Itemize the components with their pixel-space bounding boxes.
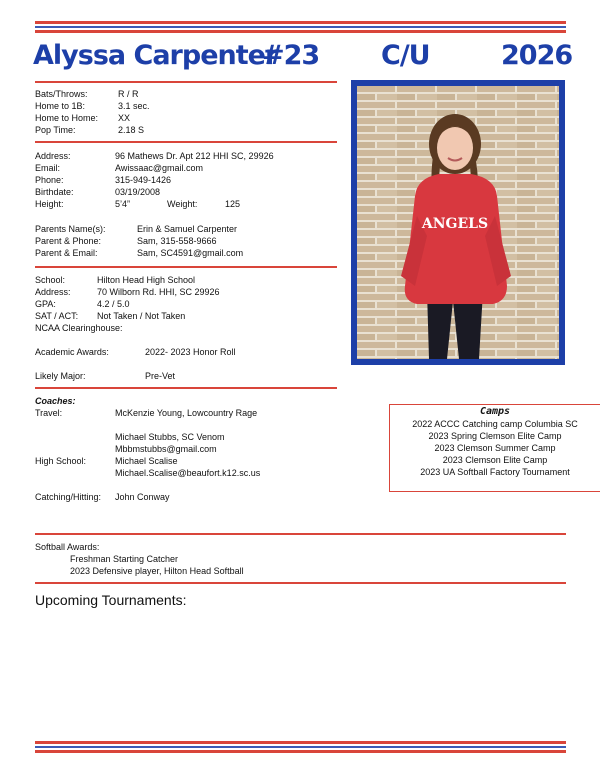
header-separator	[35, 81, 337, 83]
likely-major-value: Pre-Vet	[145, 371, 176, 381]
school-separator	[35, 387, 337, 389]
high-school-coach: Michael Scalise	[115, 456, 178, 466]
email-value: Awissaac@gmail.com	[115, 163, 203, 173]
camps-box	[389, 404, 600, 492]
high-school-coach-email: Michael.Scalise@beaufort.k12.sc.us	[115, 468, 261, 478]
phone-value: 315-949-1426	[115, 175, 172, 185]
gpa-label: GPA:	[35, 299, 56, 309]
top-border-line-3	[35, 30, 566, 33]
travel-label: Travel:	[35, 408, 63, 418]
softball-award-item: Freshman Starting Catcher	[70, 554, 179, 564]
school-value: Hilton Head High School	[97, 275, 196, 285]
camp-item: 2022 ACCC Catching camp Columbia SC	[412, 419, 578, 429]
likely-major-label: Likely Major:	[35, 371, 86, 381]
parent-email-label: Parent & Email:	[35, 248, 98, 258]
school-address-value: 70 Wilborn Rd. HHI, SC 29926	[97, 287, 220, 297]
stat-label: Pop Time:	[35, 125, 76, 135]
stats-separator	[35, 141, 337, 143]
catching-hitting-coach: John Conway	[115, 492, 170, 502]
parent-phone-value: Sam, 315-558-9666	[137, 236, 217, 246]
address-value: 96 Mathews Dr. Apt 212 HHI SC, 29926	[115, 151, 274, 161]
parent-phone-label: Parent & Phone:	[35, 236, 102, 246]
high-school-label: High School:	[35, 456, 87, 466]
weight-label: Weight:	[167, 199, 198, 209]
camp-item: 2023 Clemson Elite Camp	[442, 455, 548, 465]
top-border-line-2	[35, 26, 566, 28]
school-label: School:	[35, 275, 66, 285]
player-position: C/U	[381, 40, 430, 71]
sat-act-value: Not Taken / Not Taken	[97, 311, 186, 321]
school-address-label: Address:	[35, 287, 71, 297]
parent-email-value: Sam, SC4591@gmail.com	[137, 248, 244, 258]
travel-coach-2-email: Mbbmstubbs@gmail.com	[115, 444, 217, 454]
bottom-border-line-1	[35, 741, 566, 744]
player-number: #23	[262, 40, 320, 71]
birthdate-label: Birthdate:	[35, 187, 74, 197]
player-photo-image	[357, 86, 559, 359]
phone-label: Phone:	[35, 175, 64, 185]
sat-act-label: SAT / ACT:	[35, 311, 79, 321]
bottom-border-line-3	[35, 750, 566, 753]
camp-item: 2023 Clemson Summer Camp	[434, 443, 556, 453]
height-label: Height:	[35, 199, 64, 209]
player-photo-frame	[351, 80, 565, 365]
camp-item: 2023 Spring Clemson Elite Camp	[428, 431, 562, 441]
stat-value: R / R	[118, 89, 139, 99]
player-photo	[357, 86, 559, 359]
player-name: Alyssa Carpenter	[33, 40, 278, 71]
address-label: Address:	[35, 151, 71, 161]
parents-separator	[35, 266, 337, 268]
birthdate-value: 03/19/2008	[115, 187, 161, 197]
awards-separator	[35, 582, 566, 584]
photo-jersey-text: ANGELS	[421, 216, 489, 232]
top-border-line-1	[35, 21, 566, 24]
academic-awards-value: 2022- 2023 Honor Roll	[145, 347, 236, 357]
academic-awards-label: Academic Awards:	[35, 347, 109, 357]
coaches-separator	[35, 533, 566, 535]
stat-label: Bats/Throws:	[35, 89, 88, 99]
camp-item: 2023 UA Softball Factory Tournament	[420, 467, 570, 477]
height-value: 5’4”	[115, 199, 131, 209]
stat-label: Home to Home:	[35, 113, 99, 123]
stat-label: Home to 1B:	[35, 101, 86, 111]
camps-title: Camps	[479, 406, 511, 417]
ncaa-label: NCAA Clearinghouse:	[35, 323, 123, 333]
stat-value: XX	[118, 113, 131, 123]
stat-value: 2.18 S	[118, 125, 145, 135]
email-label: Email:	[35, 163, 61, 173]
softball-award-item: 2023 Defensive player, Hilton Head Softball	[70, 566, 244, 576]
softball-awards-title: Softball Awards:	[35, 542, 100, 552]
bottom-border-line-2	[35, 746, 566, 748]
parents-names-label: Parents Name(s):	[35, 224, 106, 234]
stat-value: 3.1 sec.	[118, 101, 150, 111]
parents-names-value: Erin & Samuel Carpenter	[137, 224, 238, 234]
upcoming-tournaments-title: Upcoming Tournaments:	[35, 592, 187, 608]
travel-coach-1: McKenzie Young, Lowcountry Rage	[115, 408, 258, 418]
catching-hitting-label: Catching/Hitting:	[35, 492, 102, 502]
graduation-year: 2026	[501, 40, 573, 71]
gpa-value: 4.2 / 5.0	[97, 299, 130, 309]
weight-value: 125	[225, 199, 241, 209]
coaches-title: Coaches:	[35, 396, 76, 406]
travel-coach-2: Michael Stubbs, SC Venom	[115, 432, 225, 442]
